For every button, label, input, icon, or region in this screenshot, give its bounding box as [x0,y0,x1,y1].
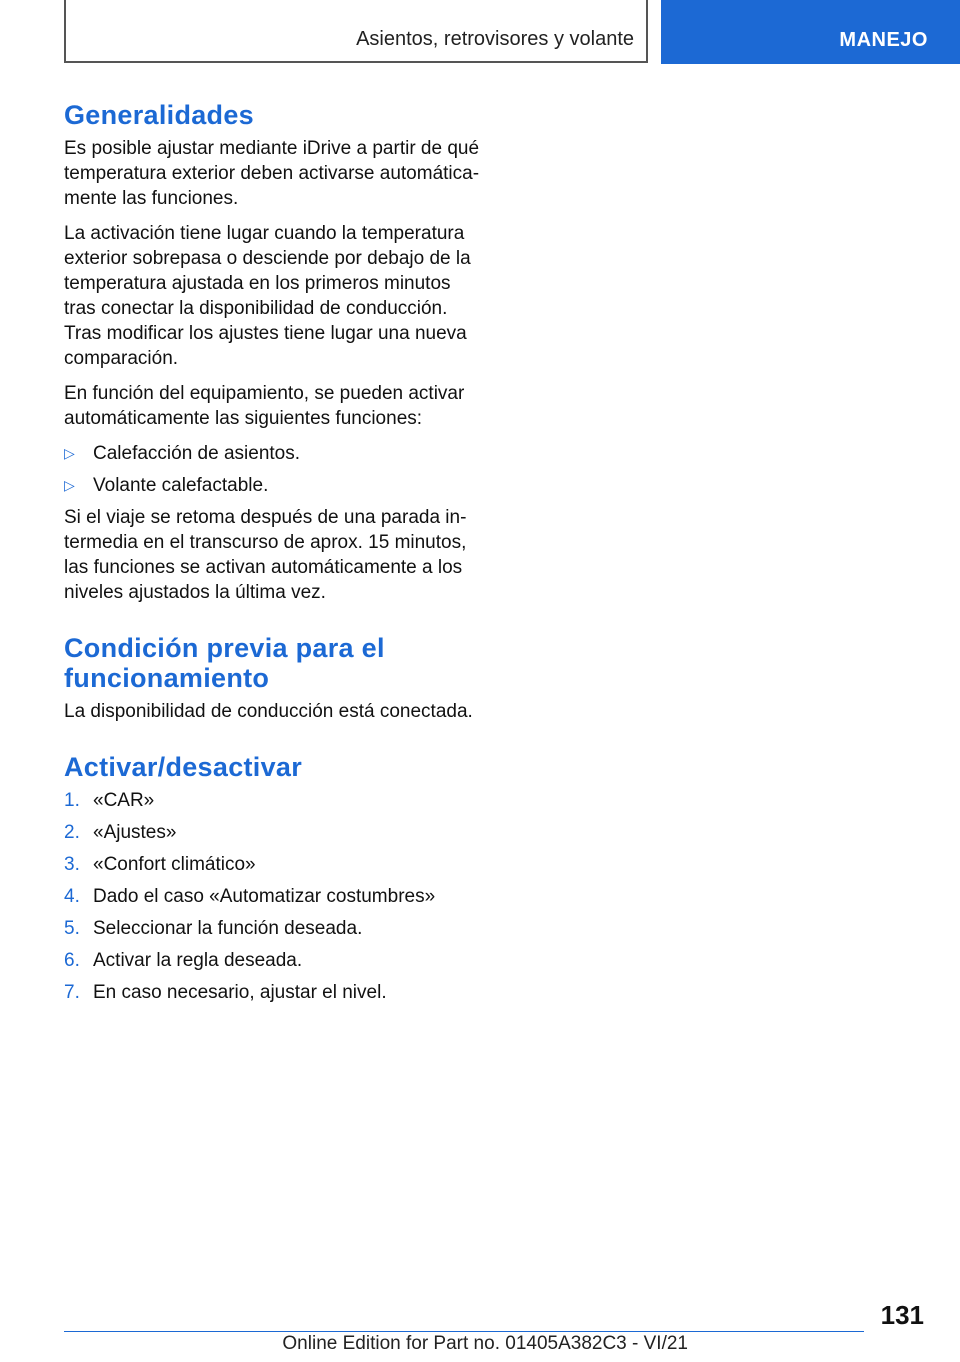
step-item [64,852,482,877]
paragraph-activation: La activación tiene lugar cuando la temperatura exterior sobrepasa o desciende por debajo de la temperatura ajustada en los primeros minutos tras conectar la disponibilidad de conducción. Tras modificar los ajustes tiene lugar una nueva comparación. [64,223,471,369]
page-number: 131 [880,1300,924,1330]
main-content [64,100,482,1012]
step-number: 6. [64,950,80,971]
functions-list [64,441,482,498]
heading-activar-desactivar: Activar/desactivar [64,752,303,782]
paragraph-equipment: En función del equipamiento, se pueden activar automáticamente las siguientes funciones: [64,383,465,429]
step-item [64,980,482,1005]
list-item-text: Calefacción de asientos. [93,443,301,464]
step-text: Dado el caso «Automatizar costumbres» [93,886,436,907]
step-number: 4. [64,886,80,907]
paragraph-prerequisite: La disponibilidad de conducción está conectada. [64,701,473,722]
step-text: «Confort climático» [93,854,256,875]
paragraph-resume: Si el viaje se retoma después de una parada in-termedia en el transcurso de aprox. 15 minutos, las funciones se activan automáticamente a los niveles ajustados la última vez. [64,507,467,603]
step-number: 2. [64,822,80,843]
header-chapter-label: MANEJO [839,29,928,51]
step-text: «CAR» [93,790,155,811]
list-item-text: Volante calefactable. [93,475,269,496]
list-item [64,473,482,498]
step-item [64,884,482,909]
header-section-title: Asientos, retrovisores y volante [356,28,634,50]
step-text: En caso necesario, ajustar el nivel. [93,982,387,1003]
steps-list [64,788,482,1005]
heading-generalidades: Generalidades [64,100,254,130]
header-chapter-tab[interactable] [661,0,960,64]
step-number: 1. [64,790,80,811]
step-text: Seleccionar la función deseada. [93,918,363,939]
paragraph-intro: Es posible ajustar mediante iDrive a partir de qué temperatura exterior deben activarse automática-mente las funciones. [64,138,480,209]
step-number: 3. [64,854,80,875]
footer-edition: Online Edition for Part no. 01405A382C3 - VI/21 [282,1333,688,1354]
triangle-right-outline-icon: ▷ [64,445,75,461]
step-number: 5. [64,918,80,939]
list-item [64,441,482,466]
step-item [64,820,482,845]
step-text: «Ajustes» [93,822,177,843]
step-item [64,916,482,941]
heading-condicion-previa: Condición previa para el funcionamiento [64,633,385,693]
step-text: Activar la regla deseada. [93,950,303,971]
triangle-right-outline-icon: ▷ [64,477,75,493]
footer-divider [64,1331,864,1332]
step-number: 7. [64,982,80,1003]
step-item [64,948,482,973]
step-item [64,788,482,813]
